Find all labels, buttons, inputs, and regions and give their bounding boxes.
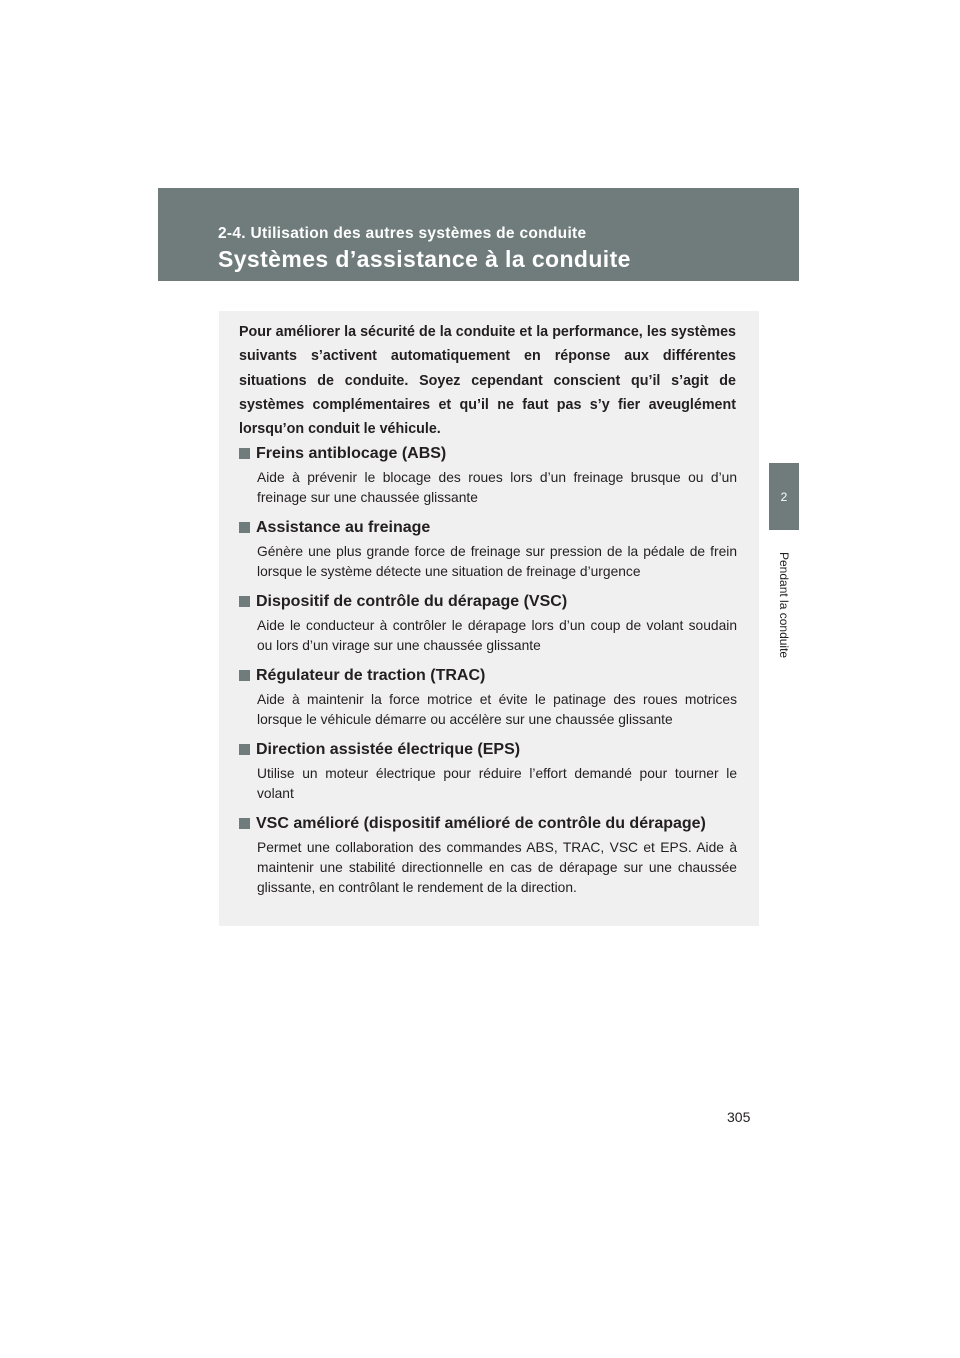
feature-description: Génère une plus grande force de freinage sur pression de la pédale de frein lorsque le système détecte une situation de freinage d’urgence [257,544,737,579]
feature-title: VSC amélioré (dispositif amélioré de contrôle du dérapage) [239,811,737,836]
feature-description: Aide à prévenir le blocage des roues lors d’un freinage brusque ou d’un freinage sur une chaussée glissante [257,470,737,505]
feature-title: Dispositif de contrôle du dérapage (VSC) [239,589,737,614]
page-title: Systèmes d’assistance à la conduite [218,246,631,272]
feature-description: Aide à maintenir la force motrice et évite le patinage des roues motrices lorsque le véhicule démarre ou accélère sur une chaussée glissante [257,692,737,727]
feature-eps [239,737,737,804]
chapter-number: 2 [780,489,788,504]
feature-vsc [239,589,737,656]
feature-title: Freins antiblocage (ABS) [239,441,737,466]
content-box [219,311,759,926]
section-label: 2-4. Utilisation des autres systèmes de conduite [218,225,587,242]
feature-abs [239,441,737,508]
square-bullet-icon [239,670,250,681]
square-bullet-icon [239,522,250,533]
square-bullet-icon [239,818,250,829]
feature-title: Assistance au freinage [239,515,737,540]
feature-enhanced-vsc [239,811,737,898]
chapter-label [766,535,802,675]
square-bullet-icon [239,448,250,459]
feature-title: Direction assistée électrique (EPS) [239,737,737,762]
feature-description: Permet une collaboration des commandes ABS, TRAC, VSC et EPS. Aide à maintenir une stabilité directionnelle en cas de dérapage sur une chaussée glissante, en contrôlant le rendement de la direction. [257,840,737,895]
page-header [158,188,799,281]
feature-description: Aide le conducteur à contrôler le dérapage lors d’un coup de volant soudain ou lors d’un virage sur une chaussée glissante [257,618,737,653]
feature-list [239,441,737,905]
feature-description: Utilise un moteur électrique pour réduire l’effort demandé pour tourner le volant [257,766,737,801]
square-bullet-icon [239,596,250,607]
feature-brake-assist [239,515,737,582]
intro-paragraph: Pour améliorer la sécurité de la conduite et la performance, les systèmes suivants s’activent automatiquement en réponse aux différentes situations de conduite. Soyez cependant conscient qu’il s’agit de systèmes complémentaires et qu’il ne faut pas s’y fier aveuglément lorsqu’on conduit le véhicule. [239,324,736,438]
page-number: 305 [727,1109,751,1125]
feature-trac [239,663,737,730]
chapter-label-text: Pendant la conduite [777,551,791,659]
square-bullet-icon [239,744,250,755]
feature-title: Régulateur de traction (TRAC) [239,663,737,688]
chapter-tab [769,463,799,530]
